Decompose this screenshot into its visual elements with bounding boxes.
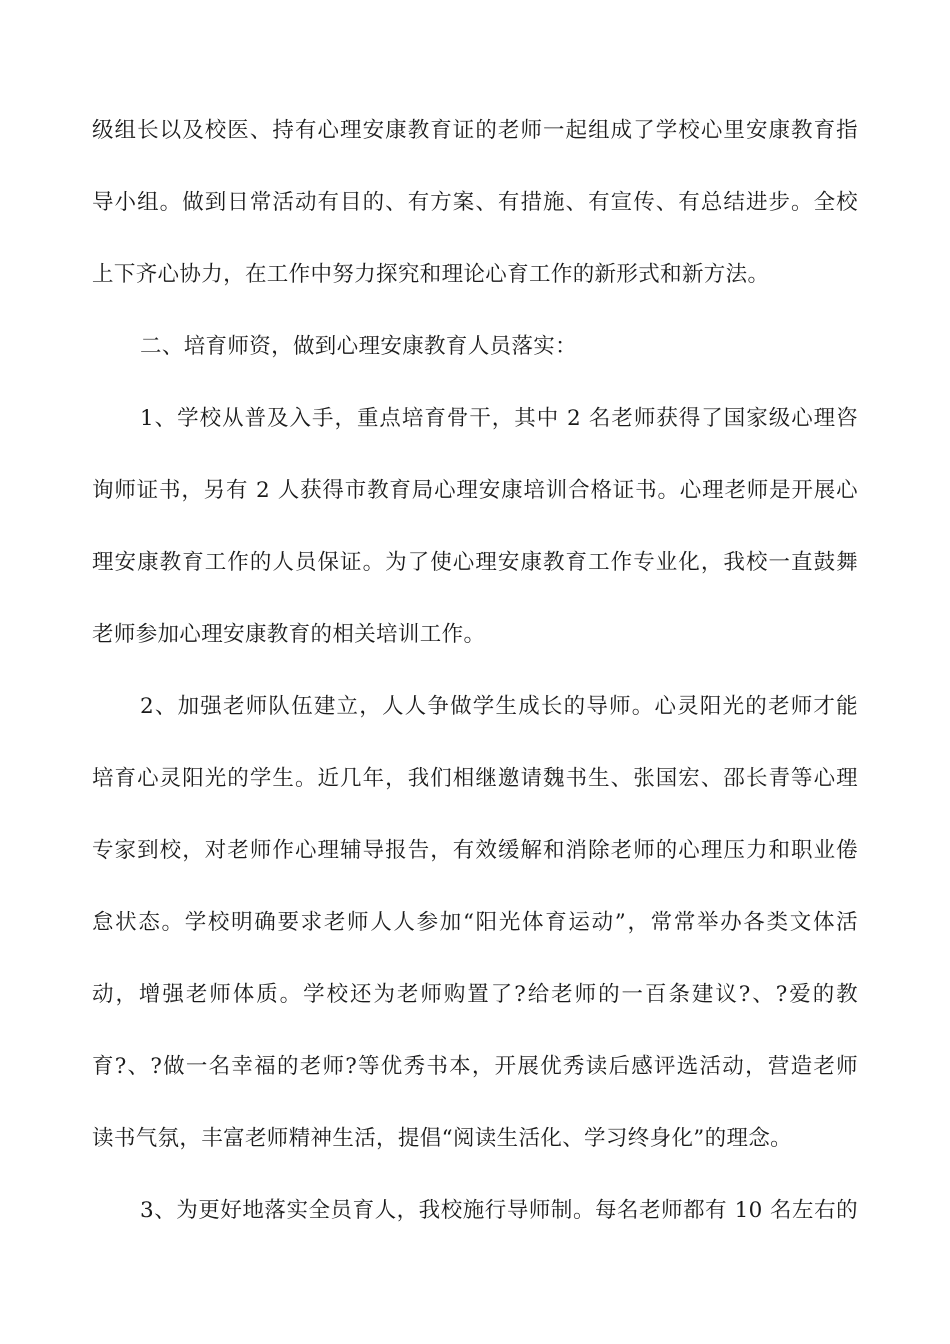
paragraph-line: 3、为更好地落实全员育人，我校施行导师制。每名老师都有 10 名左右的: [140, 1198, 858, 1223]
paragraph-line: 理安康教育工作的人员保证。为了使心理安康教育工作专业化，我校一直鼓舞: [92, 550, 858, 575]
paragraph-line: 老师参加心理安康教育的相关培训工作。: [92, 622, 486, 647]
paragraph-line: 专家到校，对老师作心理辅导报告，有效缓解和消除老师的心理压力和职业倦: [92, 838, 858, 863]
paragraph-line: 读书气氛，丰富老师精神生活，提倡“阅读生活化、学习终身化”的理念。: [92, 1126, 793, 1151]
paragraph-line: 上下齐心协力，在工作中努力探究和理论心育工作的新形式和新方法。: [92, 262, 770, 287]
paragraph-line: 培育心灵阳光的学生。近几年，我们相继邀请魏书生、张国宏、邵长青等心理: [92, 766, 858, 791]
paragraph-line: 级组长以及校医、持有心理安康教育证的老师一起组成了学校心里安康教育指: [92, 118, 858, 143]
paragraph-line: 导小组。做到日常活动有目的、有方案、有措施、有宣传、有总结进步。全校: [92, 190, 858, 215]
paragraph-line: 育?、?做一名幸福的老师?等优秀书本，开展优秀读后感评选活动，营造老师: [92, 1054, 858, 1079]
section-heading: 二、培育师资，做到心理安康教育人员落实：: [140, 334, 578, 359]
paragraph-line: 怠状态。学校明确要求老师人人参加“阳光体育运动”，常常举办各类文体活: [92, 910, 858, 935]
paragraph-line: 动，增强老师体质。学校还为老师购置了?给老师的一百条建议?、?爱的教: [92, 982, 858, 1007]
paragraph-line: 询师证书，另有 2 人获得市教育局心理安康培训合格证书。心理老师是开展心: [92, 478, 858, 503]
paragraph-line: 2、加强老师队伍建立，人人争做学生成长的导师。心灵阳光的老师才能: [140, 694, 858, 719]
paragraph-line: 1、学校从普及入手，重点培育骨干，其中 2 名老师获得了国家级心理咨: [140, 406, 858, 431]
